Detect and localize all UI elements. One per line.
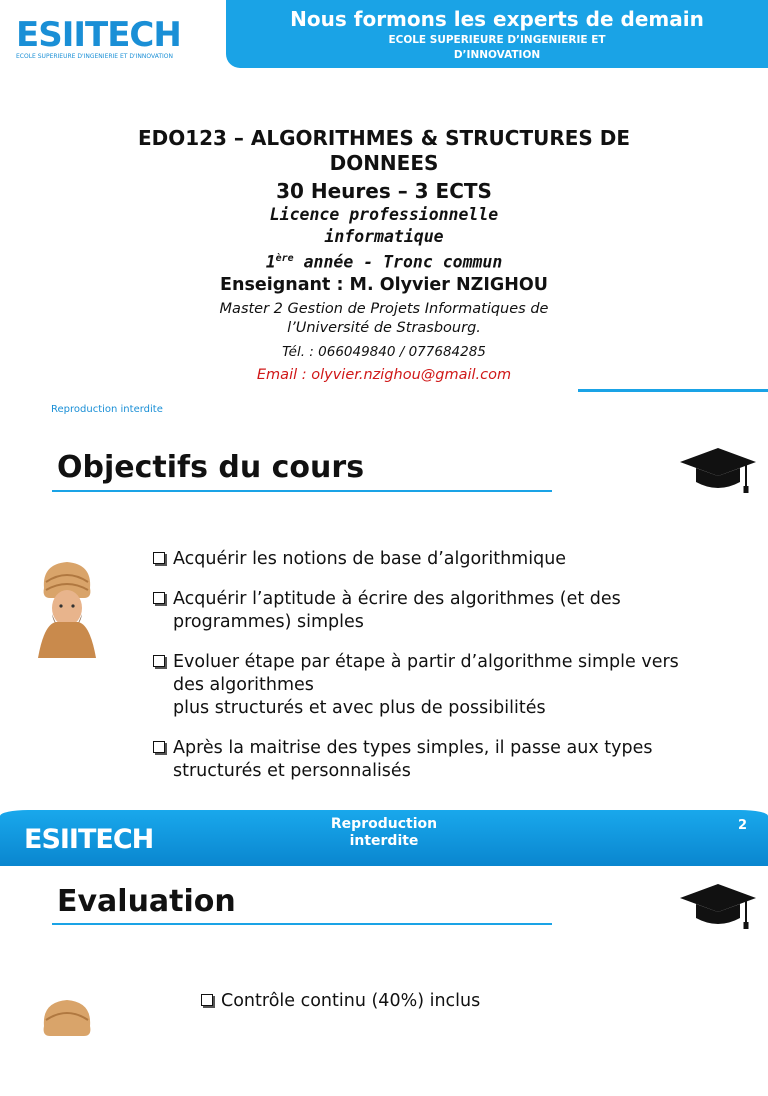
- page-number: 2: [738, 818, 748, 833]
- checkbox-bullet-icon: [153, 741, 165, 753]
- year-line: [90, 248, 678, 274]
- esiitech-logo: [16, 15, 181, 66]
- evaluation-list: [200, 990, 768, 1030]
- year-number: 1: [265, 252, 276, 272]
- list-item: [152, 588, 752, 634]
- checkbox-bullet-icon: [153, 552, 165, 564]
- footer-reproduction-notice: [300, 816, 468, 850]
- slide-title: Objectifs du cours: [57, 450, 365, 485]
- teacher-name: Enseignant : M. Olyvier NZIGHOU: [220, 274, 548, 295]
- logo-subtitle: ECOLE SUPERIEURE D'INGENIERIE ET D'INNOVATION: [16, 53, 173, 60]
- checkbox-bullet-icon: [201, 994, 213, 1006]
- course-title-line1: EDO123 – ALGORITHMES & STRUCTURES DE: [137, 126, 631, 150]
- checkbox-bullet-icon: [153, 655, 165, 667]
- scholar-portrait: [34, 558, 100, 658]
- course-title-block: [90, 126, 678, 385]
- graduation-cap-icon: [678, 880, 758, 930]
- master-line1: Master 2 Gestion de Projets Informatiques de: [219, 300, 549, 317]
- list-item: [152, 737, 752, 783]
- title-slide: [0, 0, 768, 430]
- list-item: [152, 651, 752, 720]
- year-superscript: ère: [275, 253, 294, 264]
- title-underline: [52, 490, 552, 492]
- evaluation-slide: [0, 866, 768, 1024]
- accent-rule: [578, 389, 768, 392]
- objectives-slide: [0, 430, 768, 866]
- banner-title: Nous formons les experts de demain: [290, 7, 704, 31]
- master-line2: l’Université de Strasbourg.: [287, 319, 481, 336]
- slide-title: Evaluation: [57, 884, 236, 919]
- year-rest: année - Tronc commun: [293, 252, 503, 272]
- course-hours: 30 Heures – 3 ECTS: [276, 179, 492, 203]
- list-item-text: Après la maitrise des types simples, il passe aux types structurés et personnalisés: [173, 738, 653, 781]
- scholar-portrait: [34, 996, 100, 1096]
- licence-line2: informatique: [324, 227, 444, 246]
- list-item: [200, 990, 768, 1013]
- list-item-text: Acquérir l’aptitude à écrire des algorithmes (et des programmes) simples: [173, 589, 621, 632]
- logo-text: ESIITECH: [16, 15, 181, 55]
- banner-subtitle-2: D’INNOVATION: [453, 49, 541, 61]
- header-banner: [226, 0, 768, 68]
- reproduction-notice: Reproduction interdite: [51, 404, 163, 415]
- footer-logo: ESIITECH: [24, 824, 154, 855]
- checkbox-bullet-icon: [153, 592, 165, 604]
- list-item-text: Evoluer étape par étape à partir d’algorithme simple vers des algorithmes plus structurés et avec plus de possibilités: [173, 652, 679, 718]
- banner-subtitle-1: ECOLE SUPERIEURE D’INGENIERIE ET: [388, 34, 606, 46]
- list-item-text: Contrôle continu (40%) inclus: [221, 991, 481, 1011]
- email-link[interactable]: Email : olyvier.nzighou@gmail.com: [256, 366, 512, 383]
- slide-footer: [0, 810, 768, 866]
- title-underline: [52, 923, 552, 925]
- graduation-cap-icon: [678, 444, 758, 494]
- footer-repro-line1: Reproduction: [330, 816, 438, 832]
- list-item: [152, 548, 752, 571]
- phone: Tél. : 066049840 / 077684285: [282, 343, 486, 360]
- licence-line1: Licence professionnelle: [269, 205, 499, 224]
- objectives-list: [152, 548, 752, 800]
- list-item-text: Acquérir les notions de base d’algorithmique: [173, 549, 567, 569]
- course-title-line2: DONNEES: [329, 151, 439, 175]
- footer-repro-line2: interdite: [349, 833, 419, 849]
